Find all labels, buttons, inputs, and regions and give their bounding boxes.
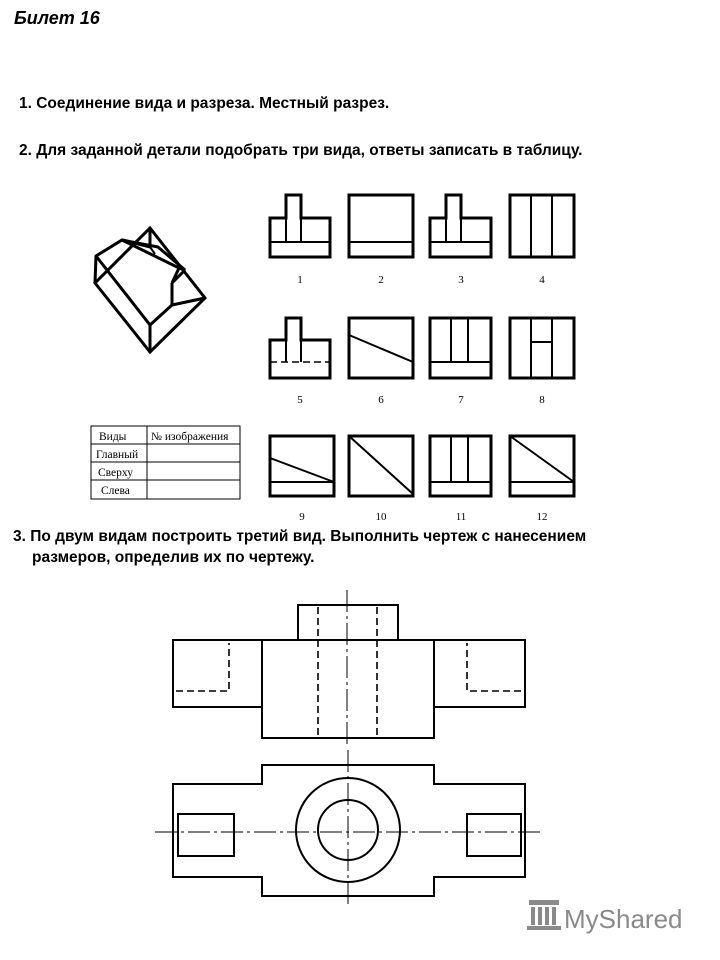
table-header-views: Виды <box>99 431 127 443</box>
view-6[interactable] <box>349 318 413 378</box>
view-5[interactable] <box>270 318 330 378</box>
view-8[interactable] <box>510 318 574 378</box>
question-1: 1. Соединение вида и разреза. Местный разрез. <box>19 95 390 112</box>
view-2[interactable] <box>349 195 413 257</box>
view-label: 1 <box>297 274 303 286</box>
isometric-part <box>95 228 205 352</box>
view-label: 7 <box>458 394 464 406</box>
view-7[interactable] <box>430 318 491 378</box>
view-10[interactable] <box>349 436 413 496</box>
view-label: 11 <box>455 511 467 523</box>
ticket-title: Билет 16 <box>14 8 100 28</box>
question-3-line-1: 3. По двум видам построить третий вид. Выполнить чертеж с нанесением <box>13 528 587 545</box>
view-11[interactable] <box>430 436 491 496</box>
view-4[interactable] <box>510 195 574 257</box>
watermark <box>527 900 683 934</box>
view-label: 10 <box>375 511 387 523</box>
table-row-label: Слева <box>101 485 130 497</box>
view-label: 4 <box>539 274 545 286</box>
view-label: 8 <box>539 394 545 406</box>
view-label: 2 <box>378 274 384 286</box>
view-label: 9 <box>299 511 305 523</box>
view-1[interactable] <box>270 195 330 257</box>
question-3-line-2: размеров, определив их по чертежу. <box>32 549 315 566</box>
watermark-text: MyShared <box>564 904 683 934</box>
table-row-label: Сверху <box>98 467 133 479</box>
top-view-drawing <box>155 750 540 906</box>
view-3[interactable] <box>430 195 491 257</box>
view-12[interactable] <box>510 436 574 496</box>
view-label: 12 <box>536 511 548 523</box>
view-label: 6 <box>378 394 384 406</box>
front-view-drawing <box>173 590 525 745</box>
answer-table <box>91 426 240 499</box>
watermark-logo-icon <box>527 900 561 930</box>
question-2: 2. Для заданной детали подобрать три вида, ответы записать в таблицу. <box>19 142 583 159</box>
table-header-image-number: № изображения <box>151 431 229 443</box>
table-row-label: Главный <box>96 449 139 461</box>
view-label: 3 <box>458 274 464 286</box>
view-9[interactable] <box>270 436 334 496</box>
view-label: 5 <box>297 394 303 406</box>
